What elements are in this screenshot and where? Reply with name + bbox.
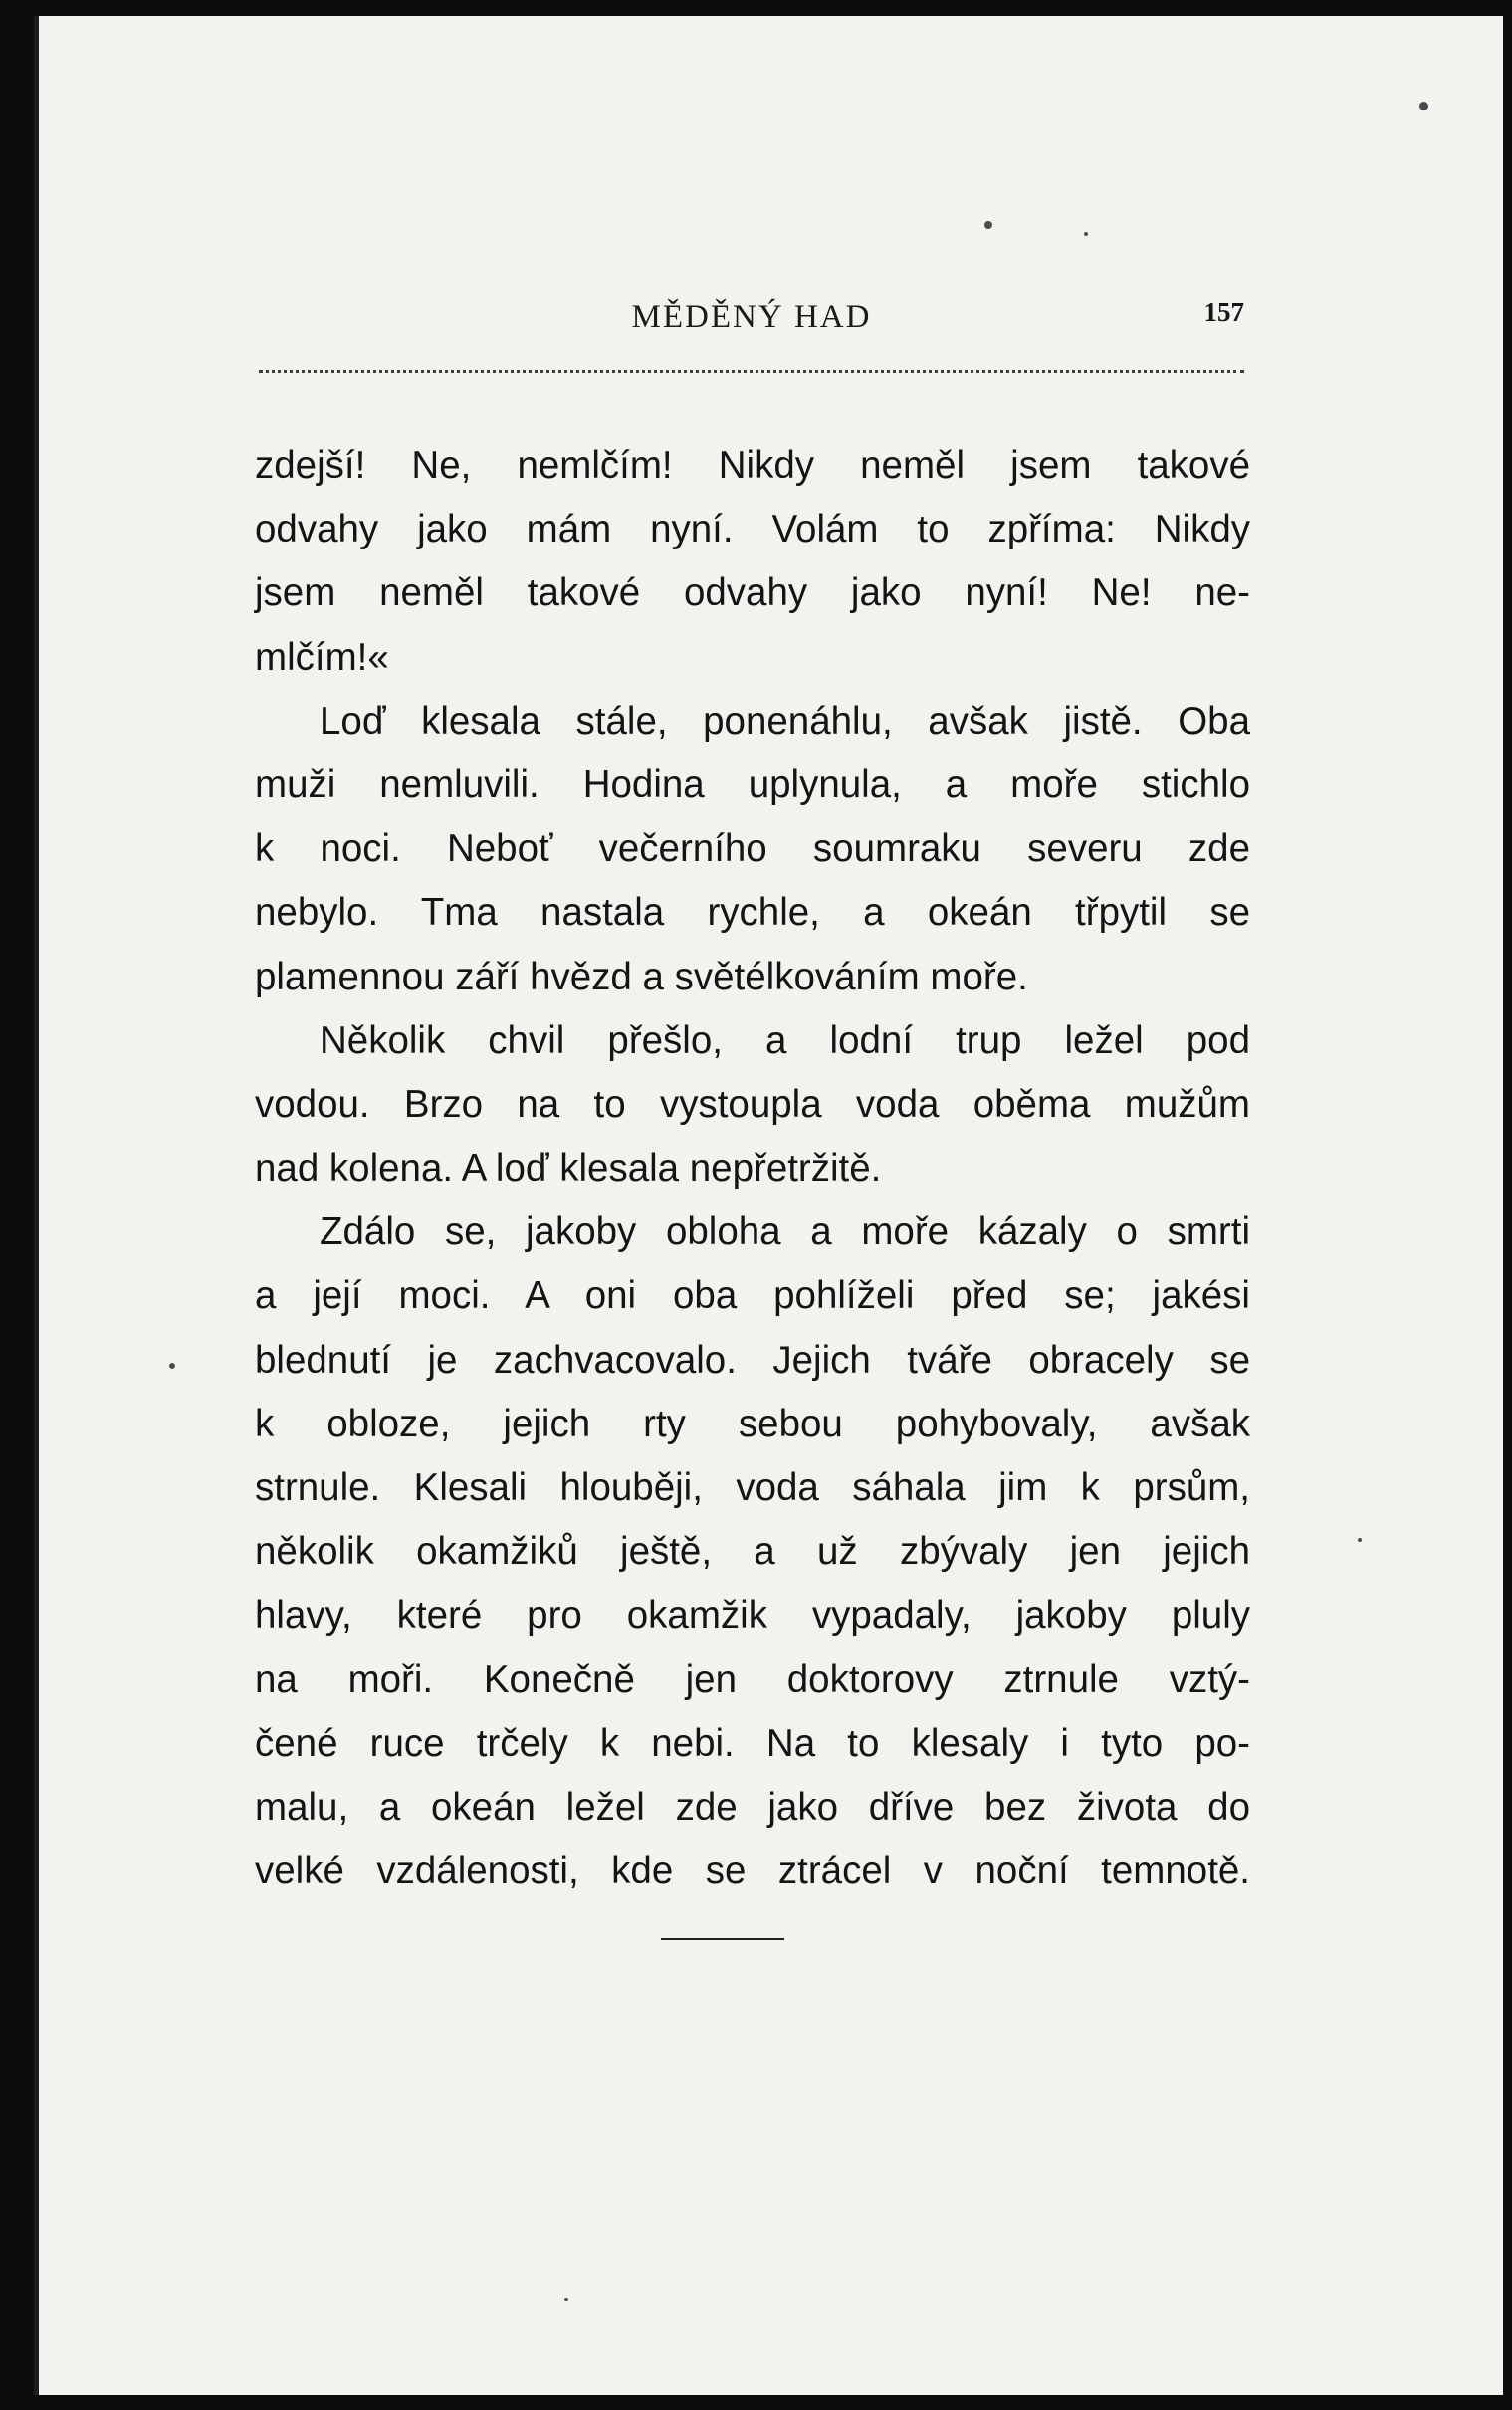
- page-header: [259, 287, 1244, 336]
- page-left-edge: [34, 16, 39, 2395]
- text-line: mlčím!«: [255, 635, 389, 679]
- text-line: na moři. Konečně jen doktorovy ztrnule vztý-: [255, 1657, 1250, 1701]
- speck-mark: [1084, 232, 1088, 236]
- book-page: [34, 16, 1503, 2395]
- text-line: velké vzdálenosti, kde se ztrácel v noční temnotě.: [255, 1850, 1250, 1893]
- text-line: nad kolena. A loď klesala nepřetržitě.: [255, 1147, 882, 1191]
- text-line: k noci. Neboť večerního soumraku severu zde: [255, 827, 1250, 871]
- text-line: plamennou září hvězd a světélkováním moře.: [255, 955, 1028, 998]
- text-line: muži nemluvili. Hodina uplynula, a moře stichlo: [255, 763, 1250, 806]
- speck-mark: [1419, 102, 1428, 110]
- paragraph: [255, 1201, 1250, 1903]
- body-text: [255, 434, 1250, 1903]
- text-line: a její moci. A oni oba pohlíželi před se; jakési: [255, 1274, 1250, 1318]
- speck-mark: [1358, 1538, 1362, 1542]
- text-line: strnule. Klesali hlouběji, voda sáhala jim k prsům,: [255, 1466, 1250, 1509]
- text-line: hlavy, které pro okamžik vypadaly, jakoby pluly: [255, 1594, 1250, 1638]
- text-line: Zdálo se, jakoby obloha a moře kázaly o smrti: [320, 1210, 1250, 1254]
- text-line: nebylo. Tma nastala rychle, a okeán třpytil se: [255, 891, 1250, 935]
- text-line: Několik chvil přešlo, a lodní trup ležel pod: [320, 1018, 1250, 1062]
- text-line: k obloze, jejich rty sebou pohybovaly, avšak: [255, 1402, 1250, 1445]
- text-line: zdejší! Ne, nemlčím! Nikdy neměl jsem takové: [255, 444, 1250, 487]
- speck-mark: [984, 221, 992, 229]
- chapter-end-rule: [661, 1938, 784, 1940]
- text-line: malu, a okeán ležel zde jako dříve bez života do: [255, 1785, 1250, 1829]
- text-line: několik okamžiků ještě, a už zbývaly jen jejich: [255, 1530, 1250, 1574]
- text-line: jsem neměl takové odvahy jako nyní! Ne! ne-: [255, 571, 1250, 615]
- paragraph: [255, 434, 1250, 690]
- text-line: vodou. Brzo na to vystoupla voda oběma mužům: [255, 1082, 1250, 1126]
- text-line: čené ruce trčely k nebi. Na to klesaly i tyto po-: [255, 1721, 1250, 1765]
- text-line: blednutí je zachvacovalo. Jejich tváře obracely se: [255, 1338, 1250, 1382]
- page-number: 157: [1203, 297, 1244, 327]
- header-divider: [259, 370, 1244, 373]
- running-title: MĚDĚNÝ HAD: [631, 299, 872, 334]
- speck-mark: [169, 1363, 175, 1369]
- paragraph: [255, 1009, 1250, 1202]
- text-line: odvahy jako mám nyní. Volám to zpříma: Nikdy: [255, 508, 1250, 551]
- paragraph: [255, 690, 1250, 1009]
- text-line: Loď klesala stále, ponenáhlu, avšak jistě. Oba: [320, 699, 1250, 743]
- speck-mark: [564, 2298, 568, 2301]
